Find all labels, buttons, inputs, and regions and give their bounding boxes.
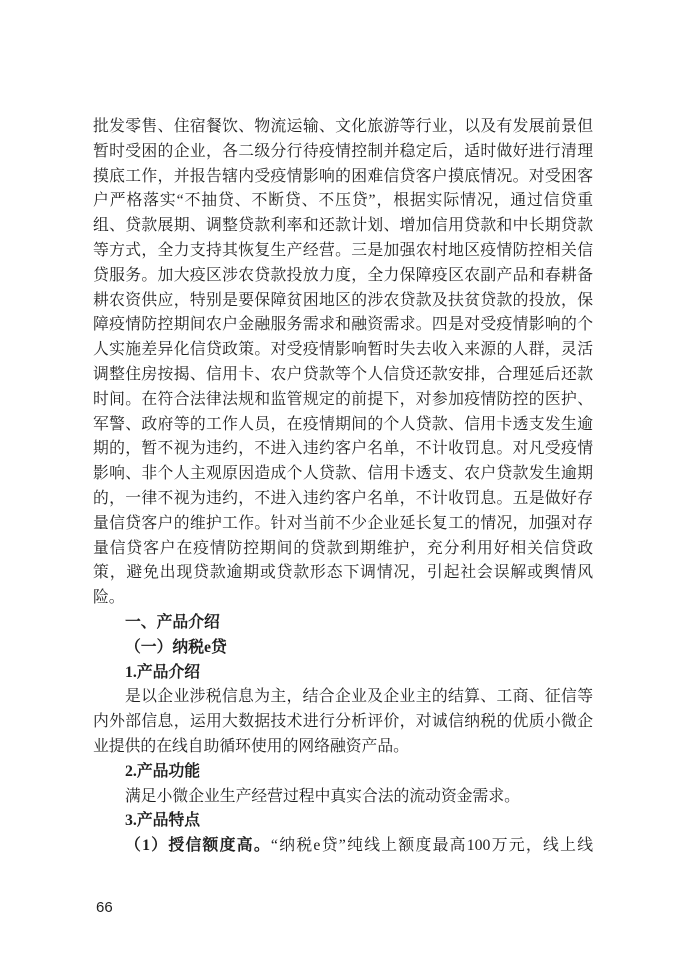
para2-line: 是以企业涉税信息为主，结合企业及企业主的结算、工商、征信等 xyxy=(125,688,593,706)
para1-line: 期的，暂不视为违约，不进入违约客户名单，不计收罚息。对凡受疫情 xyxy=(93,440,593,458)
para1-line: 时间。在符合法律法规和监管规定的前提下，对参加疫情防控的医护、 xyxy=(93,390,593,408)
para1-line: 贷服务。加大疫区涉农贷款投放力度，全力保障疫区农副产品和春耕备 xyxy=(93,266,593,284)
para1-line: 军警、政府等的工作人员，在疫情期间的个人贷款、信用卡透支发生逾 xyxy=(93,415,593,433)
para1-line: 耕农资供应，特别是要保障贫困地区的涉农贷款及扶贫贷款的投放，保 xyxy=(93,291,593,309)
para1-line: 策，避免出现贷款逾期或贷款形态下调情况，引起社会误解或舆情风 xyxy=(93,564,593,582)
para1-line: 批发零售、住宿餐饮、物流运输、文化旅游等行业，以及有发展前景但 xyxy=(93,118,593,135)
para1-line: 等方式，全力支持其恢复生产经营。三是加强农村地区疫情防控相关信 xyxy=(93,241,593,259)
para1-line: 户严格落实“不抽贷、不断贷、不压贷”，根据实际情况，通过信贷重 xyxy=(93,192,593,210)
para1-line: 摸底工作，并报告辖内受疫情影响的困难信贷客户摸底情况。对受困客 xyxy=(93,167,593,185)
para4-bold-leadin: （1）授信额度高。 xyxy=(125,837,271,855)
para1-line: 调整住房按揭、信用卡、农户贷款等个人信贷还款安排，合理延后还款 xyxy=(93,365,593,383)
para1-last-line: 险。 xyxy=(93,589,125,607)
para3-line: 满足小微企业生产经营过程中真实合法的流动资金需求。 xyxy=(125,787,520,805)
text-block xyxy=(93,115,593,859)
numbered-heading-product-features: 3.产品特点 xyxy=(125,812,201,830)
para1-line: 量信贷客户在疫情防控期间的贷款到期维护，充分利用好相关信贷政 xyxy=(93,539,593,557)
para1-line: 的，一律不视为违约，不进入违约客户名单，不计收罚息。五是做好存 xyxy=(93,489,593,507)
para2-last-line: 业提供的在线自助循环使用的网络融资产品。 xyxy=(93,737,409,755)
para1-line: 组、贷款展期、调整贷款利率和还款计划、增加信用贷款和中长期贷款 xyxy=(93,217,593,235)
para1-line: 量信贷客户的维护工作。针对当前不少企业延长复工的情况，加强对存 xyxy=(93,514,593,532)
numbered-heading-product-intro: 1.产品介绍 xyxy=(125,663,201,681)
section-heading-products: 一、产品介绍 xyxy=(125,613,220,631)
para2-line: 内外部信息，运用大数据技术进行分析评价，对诚信纳税的优质小微企 xyxy=(93,713,593,731)
para4-regular-text: “纳税e贷”纯线上额度最高100万元，线上线 xyxy=(270,837,593,855)
para1-line: 影响、非个人主观原因造成个人贷款、信用卡透支、农户贷款发生逾期 xyxy=(93,465,593,483)
page-number: 66 xyxy=(96,899,113,916)
para4-line xyxy=(93,834,593,859)
numbered-heading-product-function: 2.产品功能 xyxy=(125,762,201,780)
para1-line: 障疫情防控期间农户金融服务需求和融资需求。四是对受疫情影响的个 xyxy=(93,316,593,334)
para1-line: 人实施差异化信贷政策。对受疫情影响暂时失去收入来源的人群，灵活 xyxy=(93,341,593,359)
para1-line: 暂时受困的企业，各二级分行待疫情控制并稳定后，适时做好进行清理 xyxy=(93,142,593,160)
subsection-heading-nashui-e-loan: （一）纳税e贷 xyxy=(125,638,227,656)
